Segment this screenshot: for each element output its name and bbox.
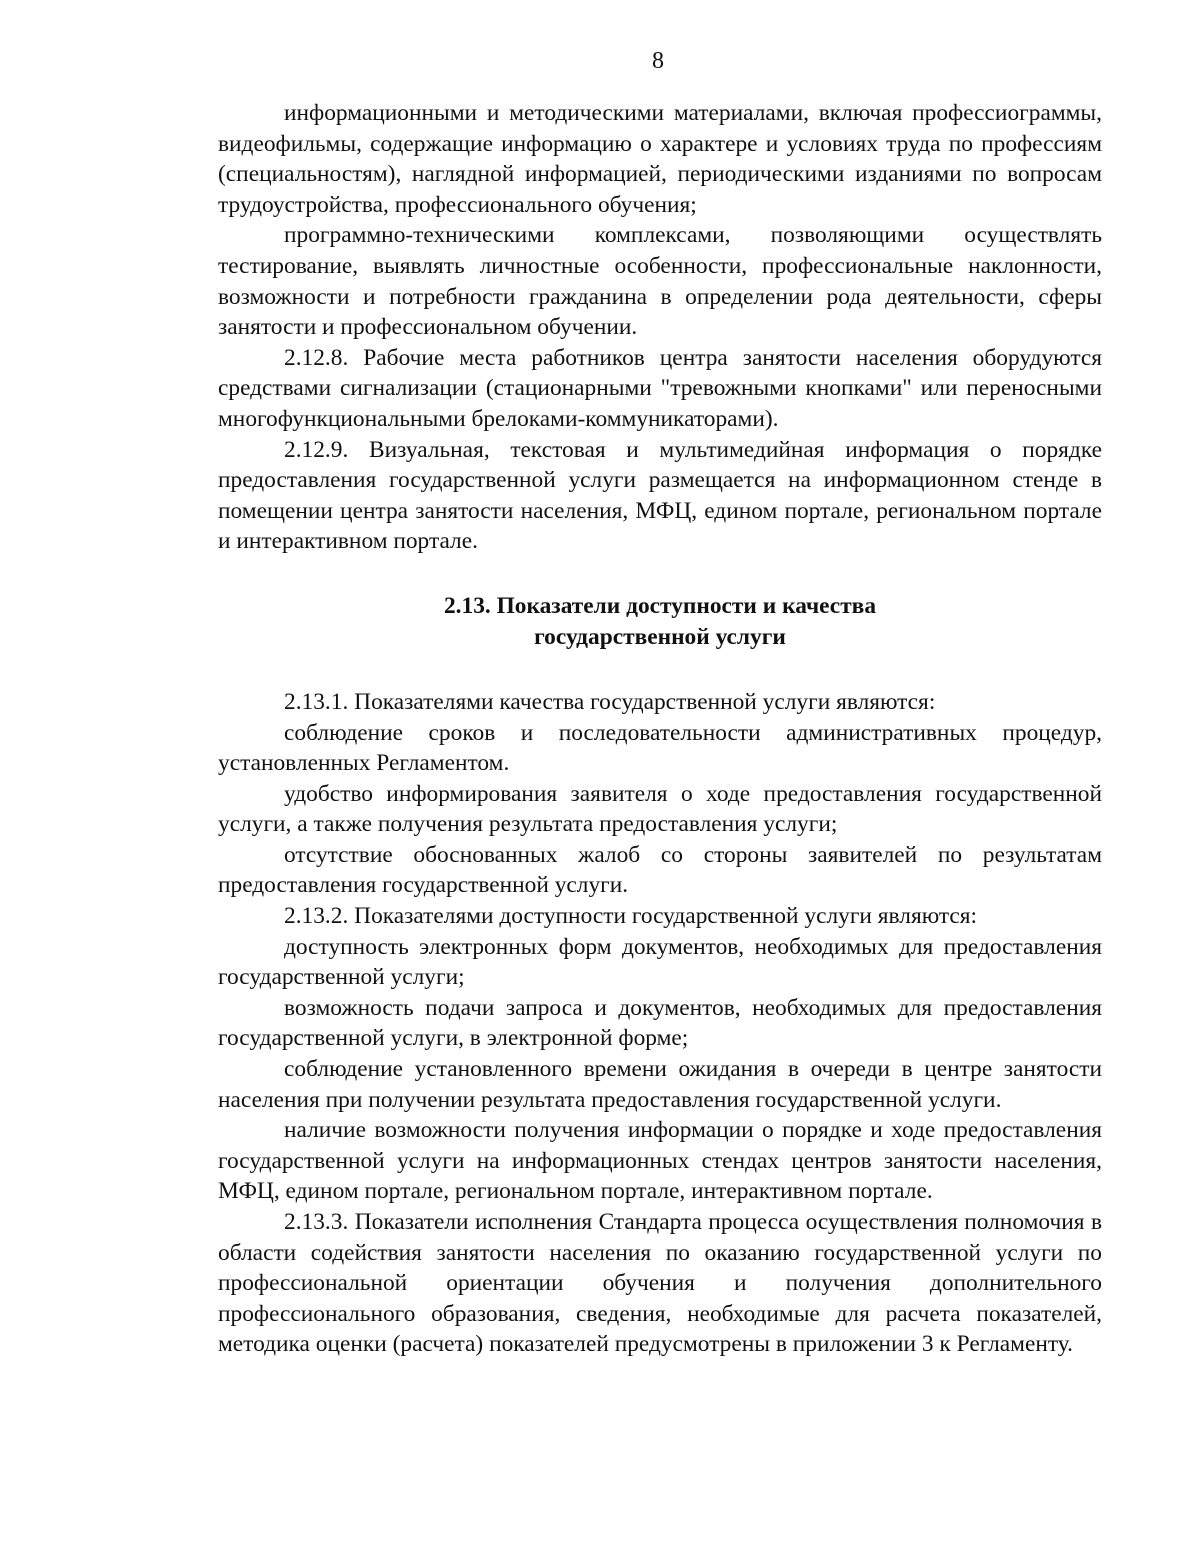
paragraph: 2.13.2. Показателями доступности государственной услуги являются:: [284, 903, 978, 930]
paragraph: информационными и методическими материалами, включая профессиограммы, видеофильмы, содержащие информацию о характере и условиях труда по профессиям (специальностям), наглядной информацией, периодическими изданиями по вопросам трудоустройства, профессионального обучения;: [218, 100, 1102, 218]
paragraph: возможность подачи запроса и документов, необходимых для предоставления государственной услуги, в электронной форме;: [218, 994, 1102, 1052]
paragraph: 2.13.3. Показатели исполнения Стандарта процесса осуществления полномочия в области содействия занятости населения по оказанию государственной услуги по профессиональной ориентации обучения и получения дополнительного профессионального образования, сведения, необходимые для расчета показателей, методика оценки (расчета) показателей предусмотрены в приложении 3 к Регламенту.: [218, 1209, 1102, 1358]
section-heading-line: 2.13. Показатели доступности и качества: [443, 592, 877, 619]
paragraph: наличие возможности получения информации о порядке и ходе предоставления государственной услуги на информационных стендах центров занятости населения, МФЦ, едином портале, региональном портале, интерактивном портале.: [218, 1117, 1102, 1205]
paragraph: отсутствие обоснованных жалоб со стороны заявителей по результатам предоставления государственной услуги.: [218, 841, 1102, 899]
paragraph: программно-техническими комплексами, позволяющими осуществлять тестирование, выявлять личностные особенности, профессиональные наклонности, возможности и потребности гражданина в определении рода деятельности, сферы занятости и профессиональном обучении.: [218, 222, 1102, 341]
paragraph: соблюдение установленного времени ожидания в очереди в центре занятости населения при получении результата предоставления государственной услуги.: [218, 1056, 1102, 1113]
section-heading: [218, 591, 1102, 653]
paragraph: удобство информирования заявителя о ходе предоставления государственной услуги, а также получения результата предоставления услуги;: [218, 780, 1102, 838]
paragraph: 2.12.8. Рабочие места работников центра занятости населения оборудуются средствами сигнализации (стационарными "тревожными кнопками" или переносными многофункциональными брелоками-коммуникаторами).: [218, 344, 1102, 432]
section-heading-line: государственной услуги: [534, 623, 786, 650]
paragraph: 2.12.9. Визуальная, текстовая и мультимедийная информация о порядке предоставления государственной услуги размещается на информационном стенде в помещении центра занятости населения, МФЦ, едином портале, региональном портале и интерактивном портале.: [218, 436, 1102, 555]
paragraph: соблюдение сроков и последовательности административных процедур, установленных Регламентом.: [218, 719, 1102, 777]
document-body: [218, 98, 1102, 1360]
page-number: 8: [652, 48, 664, 74]
paragraph: 2.13.1. Показателями качества государственной услуги являются:: [284, 688, 936, 715]
paragraph: доступность электронных форм документов, необходимых для предоставления государственной услуги;: [218, 933, 1102, 991]
